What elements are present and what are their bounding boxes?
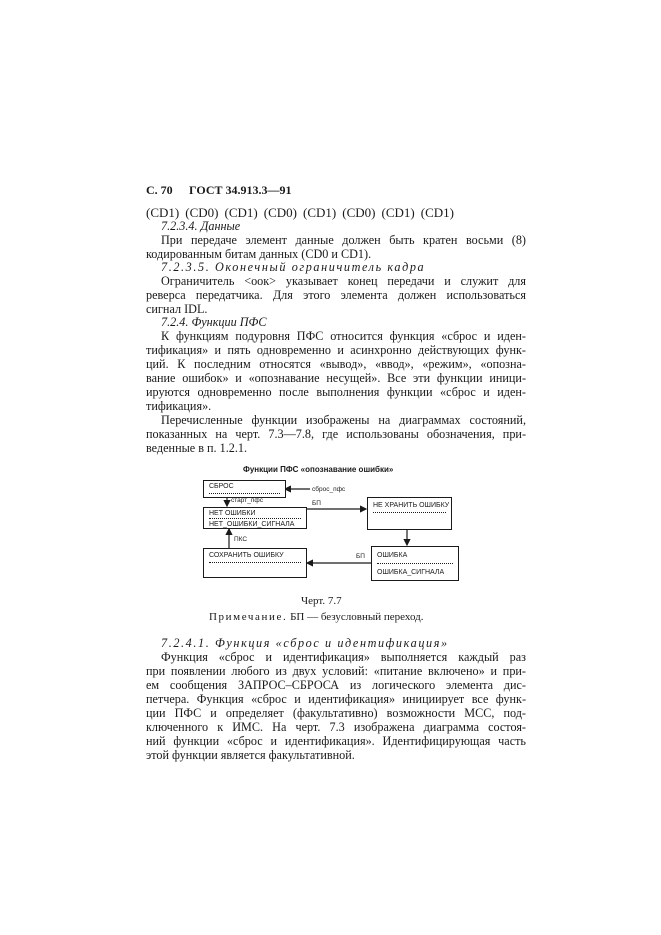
list-paragraph-line: показанных на черт. 7.3—7.8, где использованы обозначения, при- [146, 427, 526, 441]
limiter-paragraph-line: сигнал IDL. [146, 302, 208, 316]
diagram-title: Функции ПФС «опознавание ошибки» [243, 465, 394, 474]
label-start-pfs: старт_пфс [231, 497, 263, 504]
reset-paragraph-line: ции ПФС и определяет (факультативно) возможности МСС, под- [146, 706, 526, 720]
state-divider [209, 562, 301, 563]
reset-paragraph-line: петчера. Функция «сброс и идентификация» инициирует все функ- [146, 692, 526, 706]
list-paragraph-line: Перечисленные функции изображены на диаграммах состояний, [161, 413, 526, 427]
note-text: БП — безусловный переход. [290, 611, 424, 623]
reset-paragraph-line: ем сообщения ЗАПРОС–СБРОСА из логического элемента дис- [146, 678, 526, 692]
functions-paragraph-line: вание ошибок» и «опознавание несущей». Все эти функции иници- [146, 371, 526, 385]
page-number: С. 70 [146, 183, 173, 197]
reset-paragraph-line: этой функции является факультативной. [146, 748, 355, 762]
reset-paragraph-line: ключенного к ИМС. На черт. 7.3 изображена диаграмма состоя- [146, 720, 526, 734]
data-paragraph-line: При передаче элемент данные должен быть кратен восьми (8) [161, 233, 526, 247]
functions-paragraph-line: тификация». [146, 399, 212, 413]
section-7235-title: 7.2.3.5. Оконечный ограничитель кадра [161, 260, 426, 274]
state-reset [203, 480, 286, 498]
label-bp-1: БП [312, 500, 321, 507]
state-divider [373, 512, 446, 513]
state-error-label: ОШИБКА [377, 552, 408, 559]
reset-paragraph-line: Функция «сброс и идентификация» выполняется каждый раз [161, 650, 526, 664]
functions-paragraph-line: тификация» и пять одновременно и асинхронно действующих функ- [146, 343, 526, 357]
state-store-error [203, 548, 307, 578]
section-724-title: 7.2.4. Функции ПФС [161, 315, 267, 329]
gost-header: ГОСТ 34.913.3—91 [189, 183, 292, 197]
state-divider [209, 493, 280, 494]
state-divider [377, 563, 453, 564]
state-no-store-error [367, 497, 452, 530]
state-no-error-label: НЕТ ОШИБКИ [209, 510, 256, 517]
state-divider [209, 518, 301, 519]
state-error [371, 546, 459, 581]
figure-caption: Черт. 7.7 [301, 595, 342, 607]
figure-note [209, 611, 424, 623]
limiter-paragraph-line: Ограничитель <оок> указывает конец передачи и служит для [161, 274, 526, 288]
cd-sequence: (CD1) (CD0) (CD1) (CD0) (CD1) (CD0) (CD1) (CD1) [146, 205, 454, 220]
label-bp-2: БП [356, 553, 365, 560]
state-store-label: СОХРАНИТЬ ОШИБКУ [209, 552, 284, 559]
state-no-error [203, 507, 307, 529]
list-paragraph-line: веденные в п. 1.2.1. [146, 441, 248, 455]
state-no-error-signal-label: НЕТ_ОШИБКИ_СИГНАЛА [209, 521, 295, 528]
state-error-signal-label: ОШИБКА_СИГНАЛА [377, 569, 445, 576]
reset-paragraph-line: при появлении любого из двух условий: «питание включено» и при- [146, 664, 526, 678]
data-paragraph-line: кодированным битам данных (CD0 и CD1). [146, 247, 372, 261]
functions-paragraph-line: К функциям подуровня ПФС относится функция «сброс и иден- [161, 329, 526, 343]
label-pks: ПКС [234, 536, 248, 543]
state-reset-label: СБРОС [209, 483, 234, 490]
note-label: Примечание. [209, 611, 288, 623]
functions-paragraph-line: ируются одновременно после выполнения функции «сброс и иден- [146, 385, 526, 399]
section-7241-title: 7.2.4.1. Функция «сброс и идентификация» [161, 636, 449, 650]
label-reset-pfs: сброс_пфс [312, 486, 346, 493]
limiter-paragraph-line: реверса передатчика. Для этого элемента должен использоваться [146, 288, 526, 302]
section-7234-title: 7.2.3.4. Данные [161, 219, 241, 233]
reset-paragraph-line: ний функции «сброс и идентификация». Идентифицирующая часть [146, 734, 526, 748]
functions-paragraph-line: ций. К последним относятся «вывод», «ввод», «режим», «опозна- [146, 357, 526, 371]
state-no-store-label: НЕ ХРАНИТЬ ОШИБКУ [373, 502, 450, 509]
